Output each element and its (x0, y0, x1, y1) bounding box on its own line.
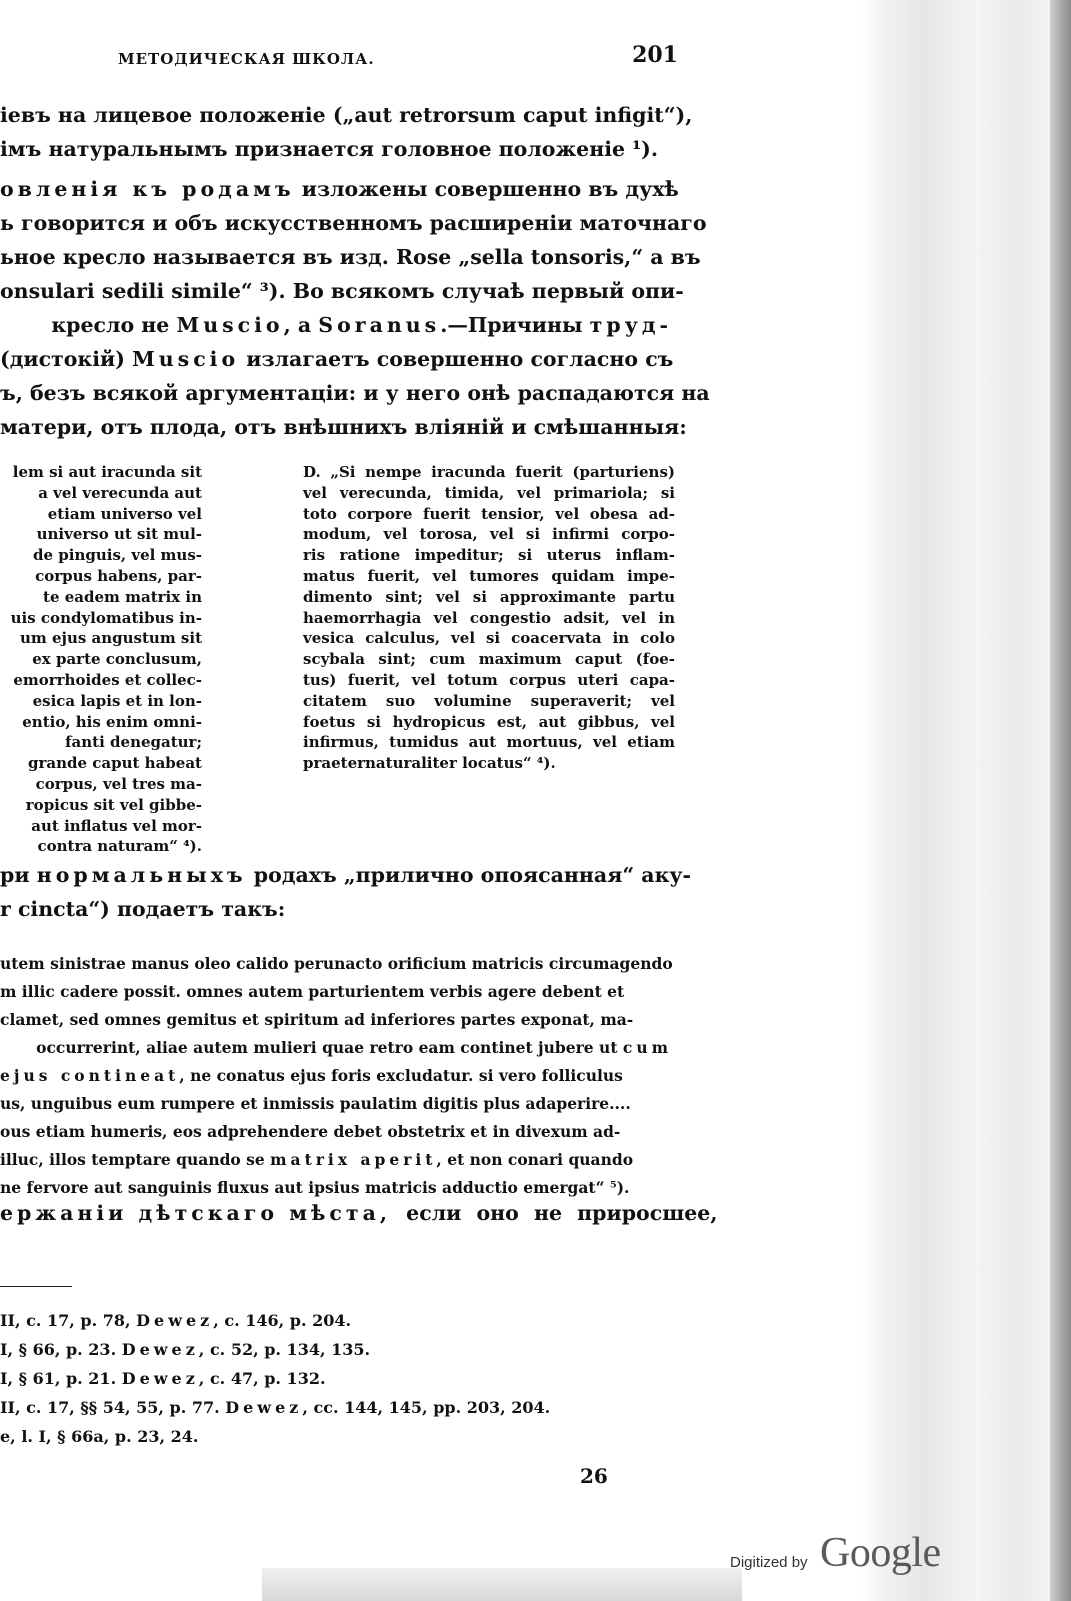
text-span: , ne conatus ejus foris excludatur. si vero folliculus (179, 1066, 623, 1085)
text-span: illuc, illos temptare quando se (0, 1150, 271, 1169)
column-line: te eadem matrix in (43, 587, 202, 606)
intro-paragraph (0, 98, 693, 166)
column-line: fanti denegatur; (65, 733, 202, 752)
footnote-author: Dewez (225, 1398, 303, 1417)
footnote-line (0, 1422, 640, 1451)
footnotes (0, 1306, 640, 1451)
column-line: haemorrhagia vel congestio adsit, vel in (303, 608, 675, 627)
text-line (0, 1196, 718, 1230)
column-line: infirmus, tumidus aut mortuus, vel etiam (303, 733, 675, 752)
column-line: scybala sint; cum maximum caput (foe- (303, 650, 675, 669)
quote-line: m illic cadere possit. omnes autem parturientem verbis agere debent et (0, 982, 625, 1001)
column-line: foetus si hydropicus est, aut gibbus, vel (303, 712, 675, 731)
footnote-text: I, § 61, p. 21. (0, 1369, 122, 1388)
footnote-text: II, c. 17, p. 78, (0, 1311, 137, 1330)
column-line: de pinguis, vel mus- (33, 546, 202, 565)
page-number: 201 (632, 42, 678, 68)
latin-column-left (0, 462, 202, 857)
text-line: r cincta“) подаетъ такъ: (0, 897, 286, 921)
column-line: praeternaturaliter locatus“ ⁴). (303, 754, 556, 773)
footnote-text: , c. 146, p. 204. (213, 1311, 352, 1330)
text-span: кресло не (51, 313, 177, 337)
scan-binding-shadow (1050, 0, 1071, 1601)
text-span: , et non conari quando (436, 1150, 634, 1169)
column-line: lem si aut iracunda sit (12, 463, 202, 481)
quote-line (0, 1062, 672, 1090)
column-line: ex parte conclusum, (32, 650, 202, 669)
paragraph-placenta (0, 1196, 718, 1230)
footnote-text: e, l. I, § 66a, p. 23, 24. (0, 1427, 199, 1446)
footnote-text: II, c. 17, §§ 54, 55, p. 77. (0, 1398, 226, 1417)
text-span: ри (0, 863, 37, 887)
quote-line: clamet, sed omnes gemitus et spiritum ad inferiores partes exponat, ma- (0, 1010, 634, 1029)
text-span: изложены совершенно въ духѣ (294, 177, 679, 201)
google-logo: Google (820, 1530, 941, 1576)
column-line: toto corpore fuerit tensior, vel obesa ad- (303, 504, 675, 523)
footnote-text: , c. 47, p. 132. (198, 1369, 326, 1388)
column-line: ris ratione impeditur; si uterus inflam- (303, 546, 675, 565)
column-line: esica lapis et in lon- (32, 691, 202, 710)
spaced-text: ejus contineat (0, 1066, 180, 1085)
text-span: излагаетъ совершенно согласно съ (239, 347, 674, 371)
paragraph-preparation (0, 172, 710, 444)
text-line (0, 858, 692, 892)
text-line: іевъ на лицевое положеніе („aut retrorsum caput infigit“), (0, 103, 693, 127)
text-span: (дистокій) (0, 347, 133, 371)
text-line: ьное кресло называется въ изд. Rose „sella tonsoris,“ а въ (0, 245, 701, 269)
author-name: Soranus (318, 313, 441, 337)
spaced-text: нормальныхъ (36, 863, 247, 887)
footnote-line (0, 1335, 640, 1364)
spaced-text: труд- (589, 313, 672, 337)
column-line: matus fuerit, vel tumores quidam impe- (303, 566, 675, 585)
footnote-line (0, 1364, 640, 1393)
text-line (0, 342, 672, 376)
latin-quotation (0, 950, 672, 1202)
spaced-text: cum (622, 1038, 672, 1057)
author-name: Muscio (132, 347, 240, 371)
column-line: uis condylomatibus in- (10, 608, 202, 627)
running-title: МЕТОДИЧЕСКАЯ ШКОЛА. (118, 50, 375, 68)
latin-column-right (303, 462, 675, 774)
column-line: um ejus angustum sit (19, 629, 202, 648)
column-line: universo ut sit mul- (36, 525, 202, 544)
text-span: .—Причины (440, 313, 590, 337)
text-line (0, 172, 679, 206)
column-line: tus) fuerit, vel totum corpus uteri capa- (303, 670, 675, 689)
quote-line: us, unguibus eum rumpere et inmissis paulatim digitis plus adaperire.... (0, 1094, 631, 1113)
text-line: ь говорится и объ искусственномъ расширеніи маточнаго (0, 211, 707, 235)
text-span: occurrerint, aliae autem mulieri quae retro eam continet jubere ut (36, 1038, 623, 1057)
column-line: contra naturam“ ⁴). (37, 837, 202, 856)
column-line: grande caput habeat (28, 754, 202, 773)
quote-line (0, 1034, 672, 1062)
text-span: если оно не приросшее, (391, 1201, 718, 1225)
sheet-signature-number: 26 (580, 1464, 608, 1488)
quote-line (0, 1146, 672, 1174)
column-line: etiam universo vel (47, 504, 202, 523)
column-line: dimento sint; vel si approximante partu (303, 587, 675, 606)
author-name: Muscio (176, 313, 284, 337)
column-line: D. „Si nempe iracunda fuerit (parturiens) (303, 463, 675, 481)
column-line: corpus, vel tres ma- (35, 774, 202, 793)
text-span: , а (283, 313, 319, 337)
column-line: corpus habens, par- (35, 566, 202, 585)
column-line: vesica calculus, vel si coacervata in colo (303, 629, 675, 648)
page-header (118, 42, 678, 82)
footnote-author: Dewez (136, 1311, 214, 1330)
column-line: vel verecunda, timida, vel primariola; si (303, 483, 675, 502)
text-span: імъ натуральнымъ признается головное положеніе ¹). (0, 137, 659, 161)
text-line: onsulari sedili simile“ ³). Во всякомъ случаѣ первый опи- (0, 279, 684, 303)
column-line: aut inflatus vel mor- (31, 816, 202, 835)
spaced-text: ержаніи дѣтскаго мѣста, (0, 1201, 392, 1225)
column-line: a vel verecunda aut (38, 483, 202, 502)
paragraph-normal-birth (0, 858, 692, 926)
quote-line: utem sinistrae manus oleo calido perunacto orificium matricis circumagendo (0, 954, 673, 973)
watermark-prefix: Digitized by (730, 1554, 808, 1571)
scan-page-edge (860, 0, 1071, 1601)
column-line: emorrhoides et collec- (13, 670, 202, 689)
quote-line: ous etiam humeris, eos adprehendere debet obstetrix et in divexum ad- (0, 1122, 621, 1141)
text-line (0, 308, 672, 342)
footnote-line (0, 1393, 640, 1422)
quote-line: ne fervore aut sanguinis fluxus aut ipsius matricis adductio emergat“ ⁵). (0, 1178, 630, 1197)
column-line: ropicus sit vel gibbe- (25, 795, 202, 814)
column-line: citatem suo volumine superaverit; vel (303, 691, 675, 710)
footnote-text: , cc. 144, 145, pp. 203, 204. (302, 1398, 551, 1417)
digitization-watermark (730, 1527, 960, 1577)
footnote-text: I, § 66, p. 23. (0, 1340, 122, 1359)
column-line: entio, his enim omni- (22, 712, 202, 731)
footnote-author: Dewez (121, 1369, 199, 1388)
text-line: матери, отъ плода, отъ внѣшнихъ вліяній и смѣшанныя: (0, 415, 687, 439)
footnote-author: Dewez (121, 1340, 199, 1359)
spaced-text: matrix aperit (270, 1150, 437, 1169)
text-span: родахъ „прилично опоясанная“ аку- (246, 863, 692, 887)
footnote-divider (0, 1286, 72, 1287)
footnote-text: , c. 52, p. 134, 135. (198, 1340, 371, 1359)
text-line: ъ, безъ всякой аргументаціи: и у него онѣ распадаются на (0, 381, 710, 405)
text-line (0, 132, 672, 166)
footnote-line (0, 1306, 640, 1335)
column-line: modum, vel torosa, vel si infirmi corpo- (303, 525, 675, 544)
scan-bottom-shadow (262, 1568, 742, 1601)
spaced-text: овленія къ родамъ (0, 177, 295, 201)
